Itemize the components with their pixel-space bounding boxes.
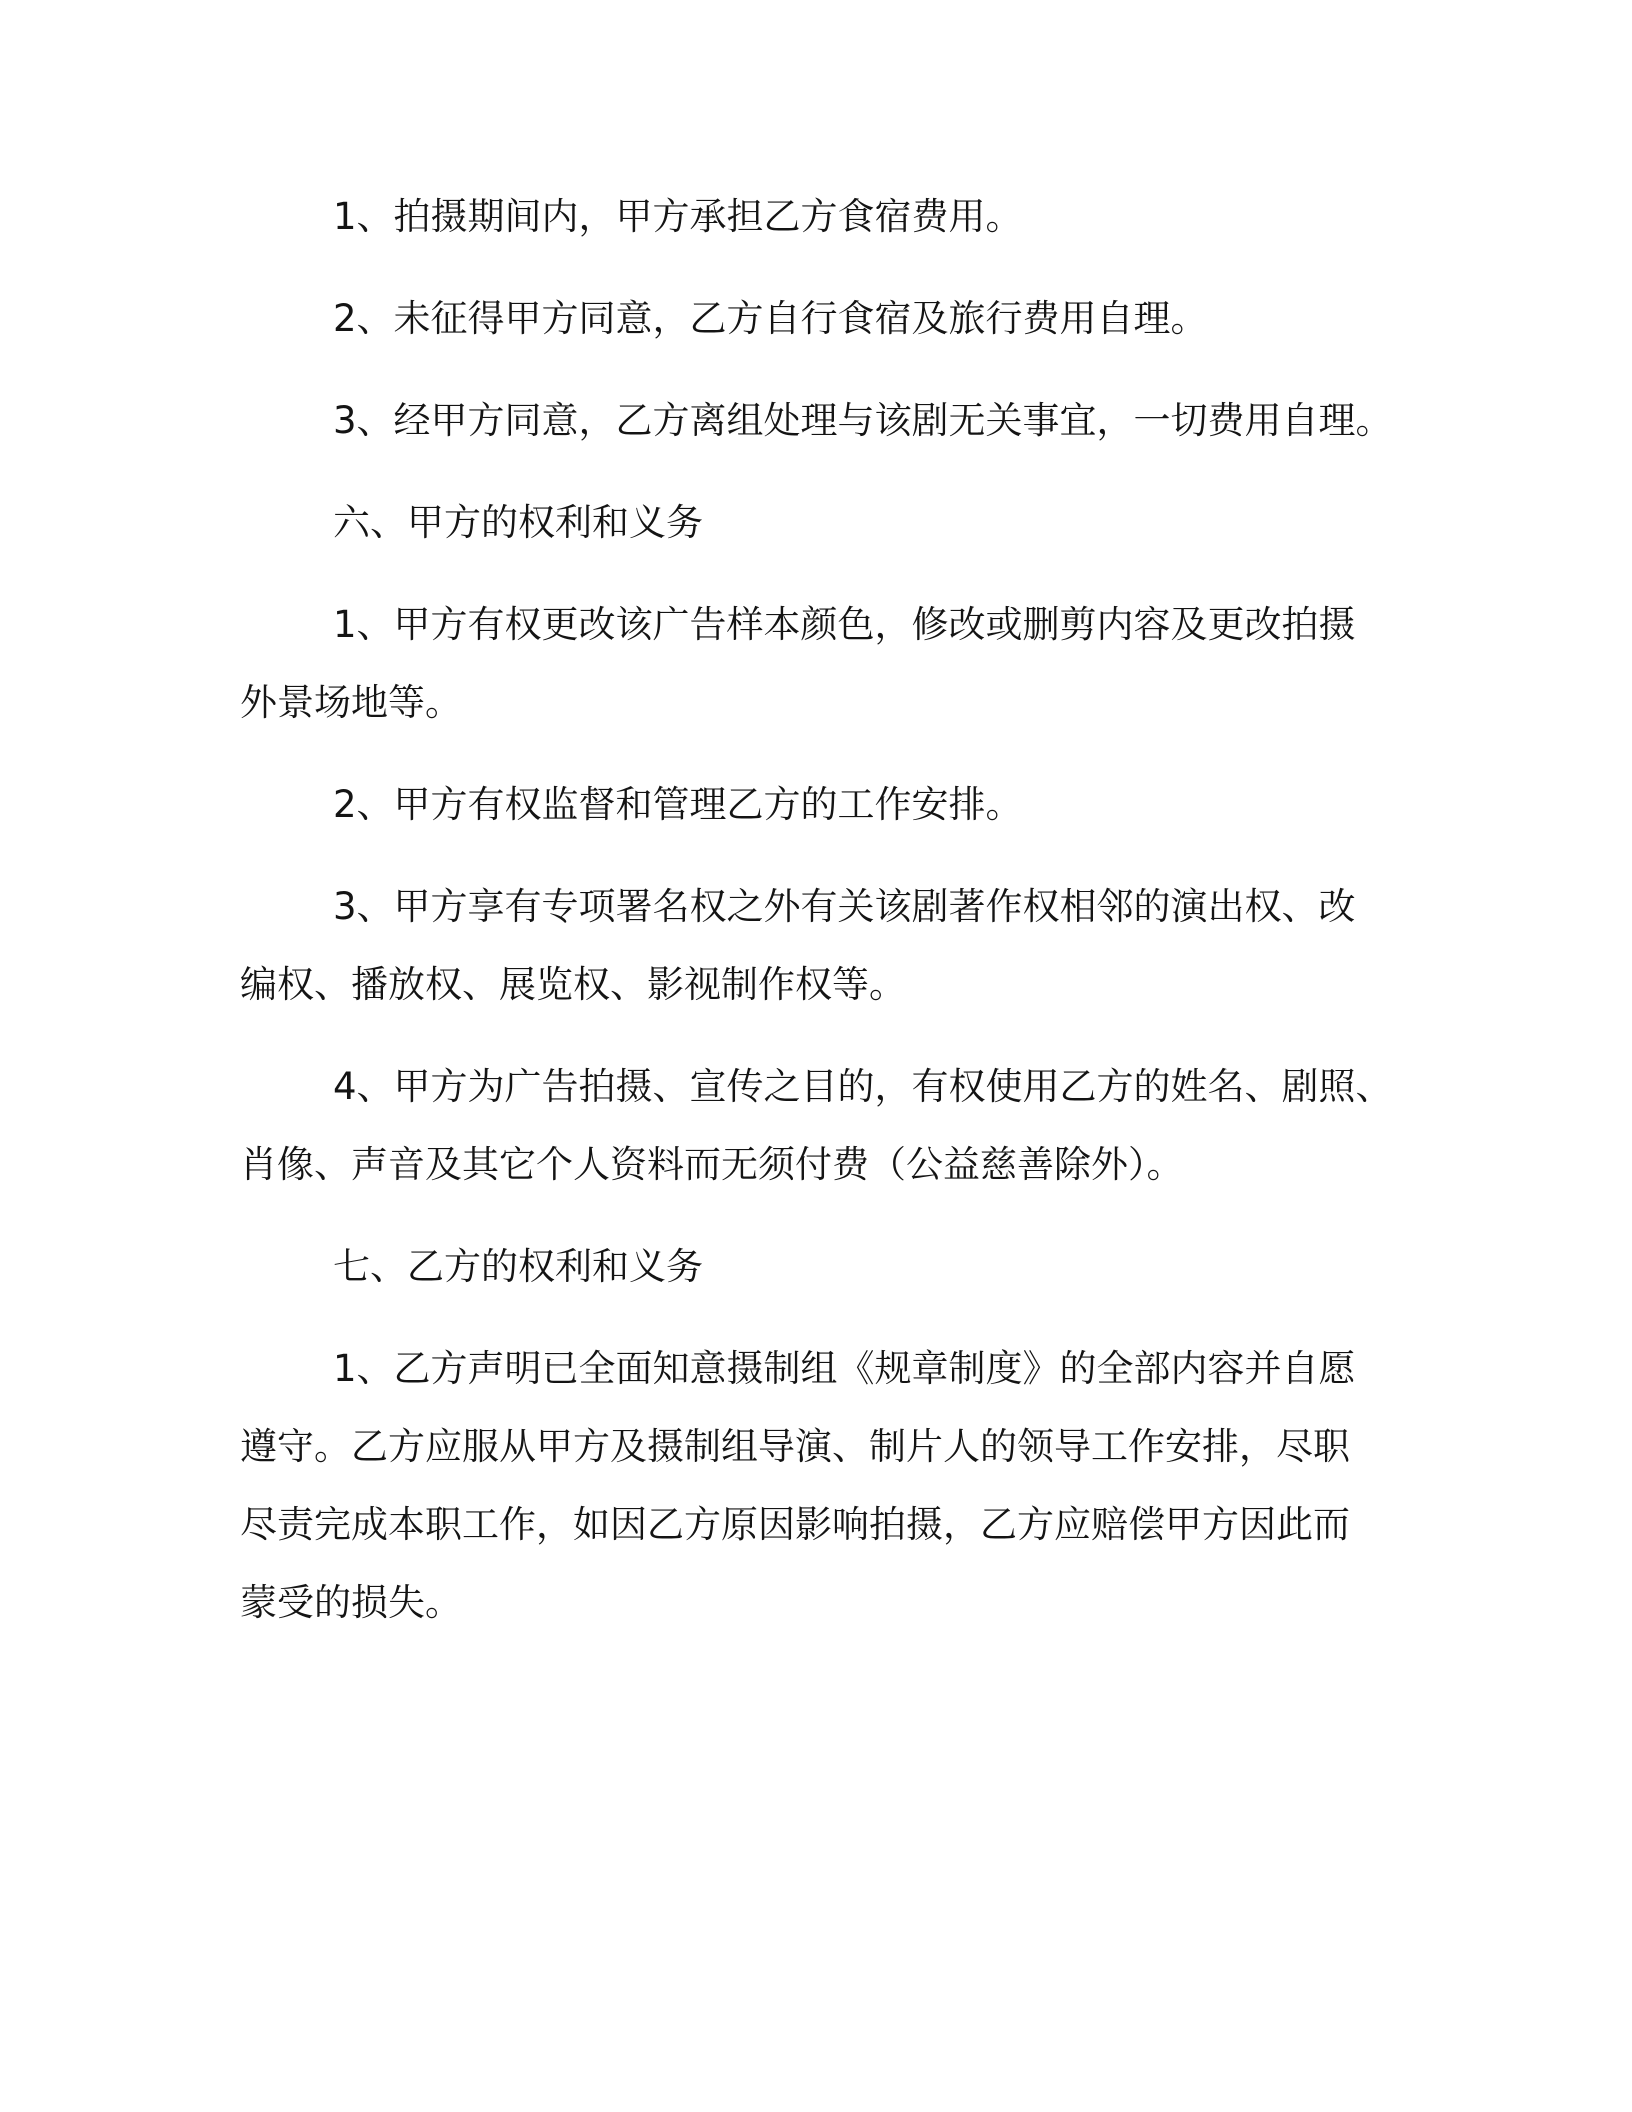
document-body [240, 178, 1400, 1666]
text-line: 编权、播放权、展览权、影视制作权等。 [240, 963, 906, 1006]
text-line: 蒙受的损失。 [240, 1581, 462, 1624]
text-line: 遵守。乙方应服从甲方及摄制组导演、制片人的领导工作安排，尽职 [240, 1425, 1350, 1468]
clause-paragraph [240, 382, 1400, 460]
text-line: 肖像、声音及其它个人资料而无须付费（公益慈善除外）。 [240, 1143, 1184, 1186]
clause-paragraph [240, 1330, 1400, 1642]
text-line: 2、未征得甲方同意，乙方自行食宿及旅行费用自理。 [333, 297, 1208, 340]
text-line: 外景场地等。 [240, 681, 462, 724]
text-line: 尽责完成本职工作，如因乙方原因影响拍摄，乙方应赔偿甲方因此而 [240, 1503, 1350, 1546]
text-line: 1、拍摄期间内，甲方承担乙方食宿费用。 [333, 195, 1023, 238]
clause-paragraph [240, 280, 1400, 358]
heading-text: 六、甲方的权利和义务 [333, 501, 703, 544]
clause-paragraph [240, 766, 1400, 844]
clause-paragraph [240, 868, 1400, 1024]
text-line: 3、经甲方同意，乙方离组处理与该剧无关事宜，一切费用自理。 [333, 399, 1393, 442]
section-heading [240, 1228, 1400, 1306]
text-line: 2、甲方有权监督和管理乙方的工作安排。 [333, 783, 1023, 826]
text-line: 4、甲方为广告拍摄、宣传之目的，有权使用乙方的姓名、剧照、 [333, 1065, 1393, 1108]
text-line: 1、乙方声明已全面知意摄制组《规章制度》的全部内容并自愿 [333, 1347, 1356, 1390]
text-line: 1、甲方有权更改该广告样本颜色，修改或删剪内容及更改拍摄 [333, 603, 1356, 646]
heading-text: 七、乙方的权利和义务 [333, 1245, 703, 1288]
text-line: 3、甲方享有专项署名权之外有关该剧著作权相邻的演出权、改 [333, 885, 1356, 928]
clause-paragraph [240, 1048, 1400, 1204]
section-heading [240, 484, 1400, 562]
clause-paragraph [240, 178, 1400, 256]
clause-paragraph [240, 586, 1400, 742]
